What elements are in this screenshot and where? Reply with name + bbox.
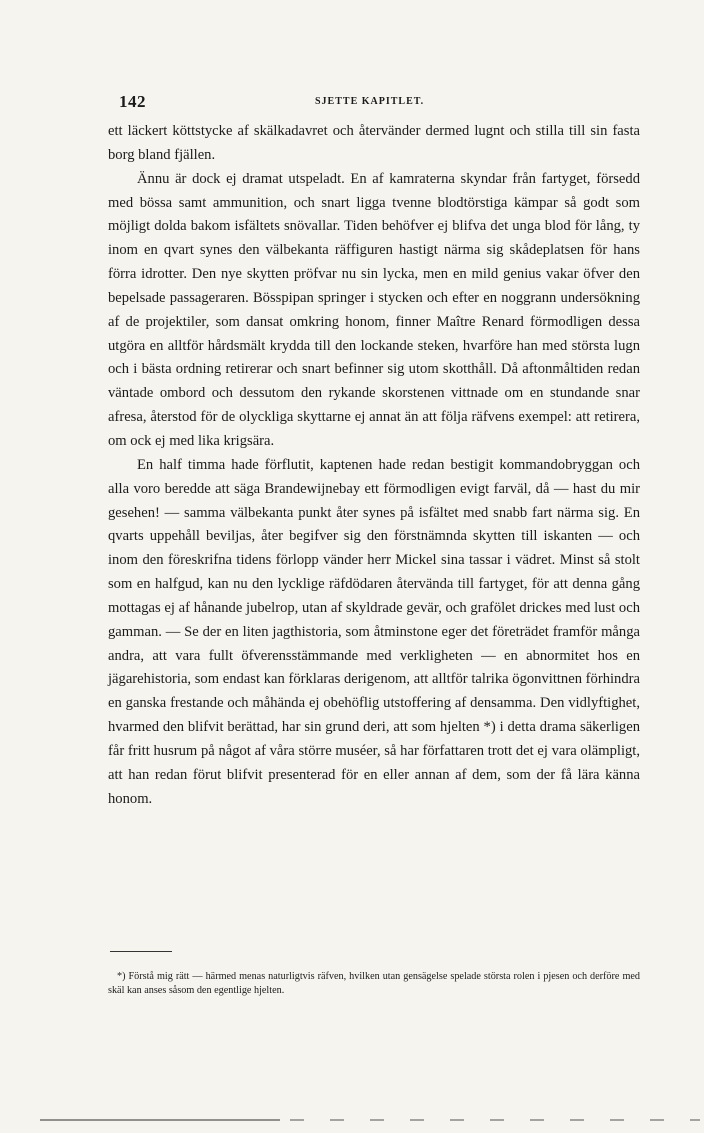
footnote-divider [110, 951, 172, 952]
body-text [108, 120, 640, 811]
page-number: 142 [119, 92, 146, 111]
page-header [119, 92, 645, 114]
running-head: SJETTE KAPITLET. [315, 96, 425, 107]
scan-edge-mark [40, 1118, 700, 1122]
paragraph-continuation: ett läckert köttstycke af skälkadavret och återvänder dermed lugnt och stilla till sin fasta borg bland fjällen. [108, 123, 640, 163]
paragraph: En half timma hade förflutit, kaptenen hade redan bestigit kommandobryggan och alla voro beredde att säga Brandewijnebay ett förmodligen evigt farväl, då — hast du mir gesehen! — samma välbekanta punkt åter synes på isfältet med snabb fart närma sig. En qvarts uppehåll beviljas, åter begifver sig den förstnämnda skytten till iskanten — och inom den föreskrifna tidens förlopp vänder herr Mickel sina tassar i vädret. Minst så stolt som en halfgud, kan nu den lycklige räfdödaren återvända till fartyget, för att denna gång mottagas ej af hånande jubelrop, utan af skyldrade gevär, och grafölet drickes med lust och gamman. — Se der en liten jagthistoria, som åtminstone eger det företrädet framför många andra, att vara fullt öfverensstämmande med verkligheten — en abnormitet hos en jägarehistoria, som endast kan förklaras derigenom, att alltför talrika ögonvittnen förhindra en ganska frestande och måhända ej obehöflig utstoffering af densamma. Den vidlyftighet, hvarmed den blifvit berättad, har sin grund deri, att som hjelten *) i detta drama säkerligen får fritt husrum på något af våra större muséer, så har författaren trott det ej vara olämpligt, att han redan förut blifvit presenterad för en eller annan af dem, som der få lära känna honom. [108, 456, 640, 807]
footnote: *) Förstå mig rätt — härmed menas naturligtvis räfven, hvilken utan gensägelse spelade största rolen i pjesen och derföre med skäl kan anses såsom den egentlige hjelten. [108, 971, 640, 997]
paragraph: Ännu är dock ej dramat utspeladt. En af kamraterna skyndar från fartyget, försedd med bössa samt ammunition, och snart ligga tvenne blodtörstiga kämpar så godt som möjligt dolda bakom isfältets snövallar. Tiden behöfver ej blifva det unga blod för lång, ty inom en qvart synes den välbekanta räffiguren hastigt närma sig skådeplatsen för hans förra idrotter. Den nye skytten pröfvar nu sin lycka, men en mild genius vakar öfver den bepelsade passageraren. Bösspipan springer i stycken och efter en noggrann undersökning af de projektiler, som dansat omkring honom, finner Maître Renard förmodligen dessa utgöra en alltför hårdsmält krydda till den lockande steken, hvarföre han med största lugn och i bästa ordning retirerar och snart befinner sig utom skotthåll. Då aftonmåltiden redan väntade ombord och dessutom den rykande skorstenen vittnade om en stundande snar afresa, återstod för de olyckliga skyttarne ej annat än att följa räfvens exempel: att retirera, om ock ej med lika krigsära. [108, 170, 640, 449]
